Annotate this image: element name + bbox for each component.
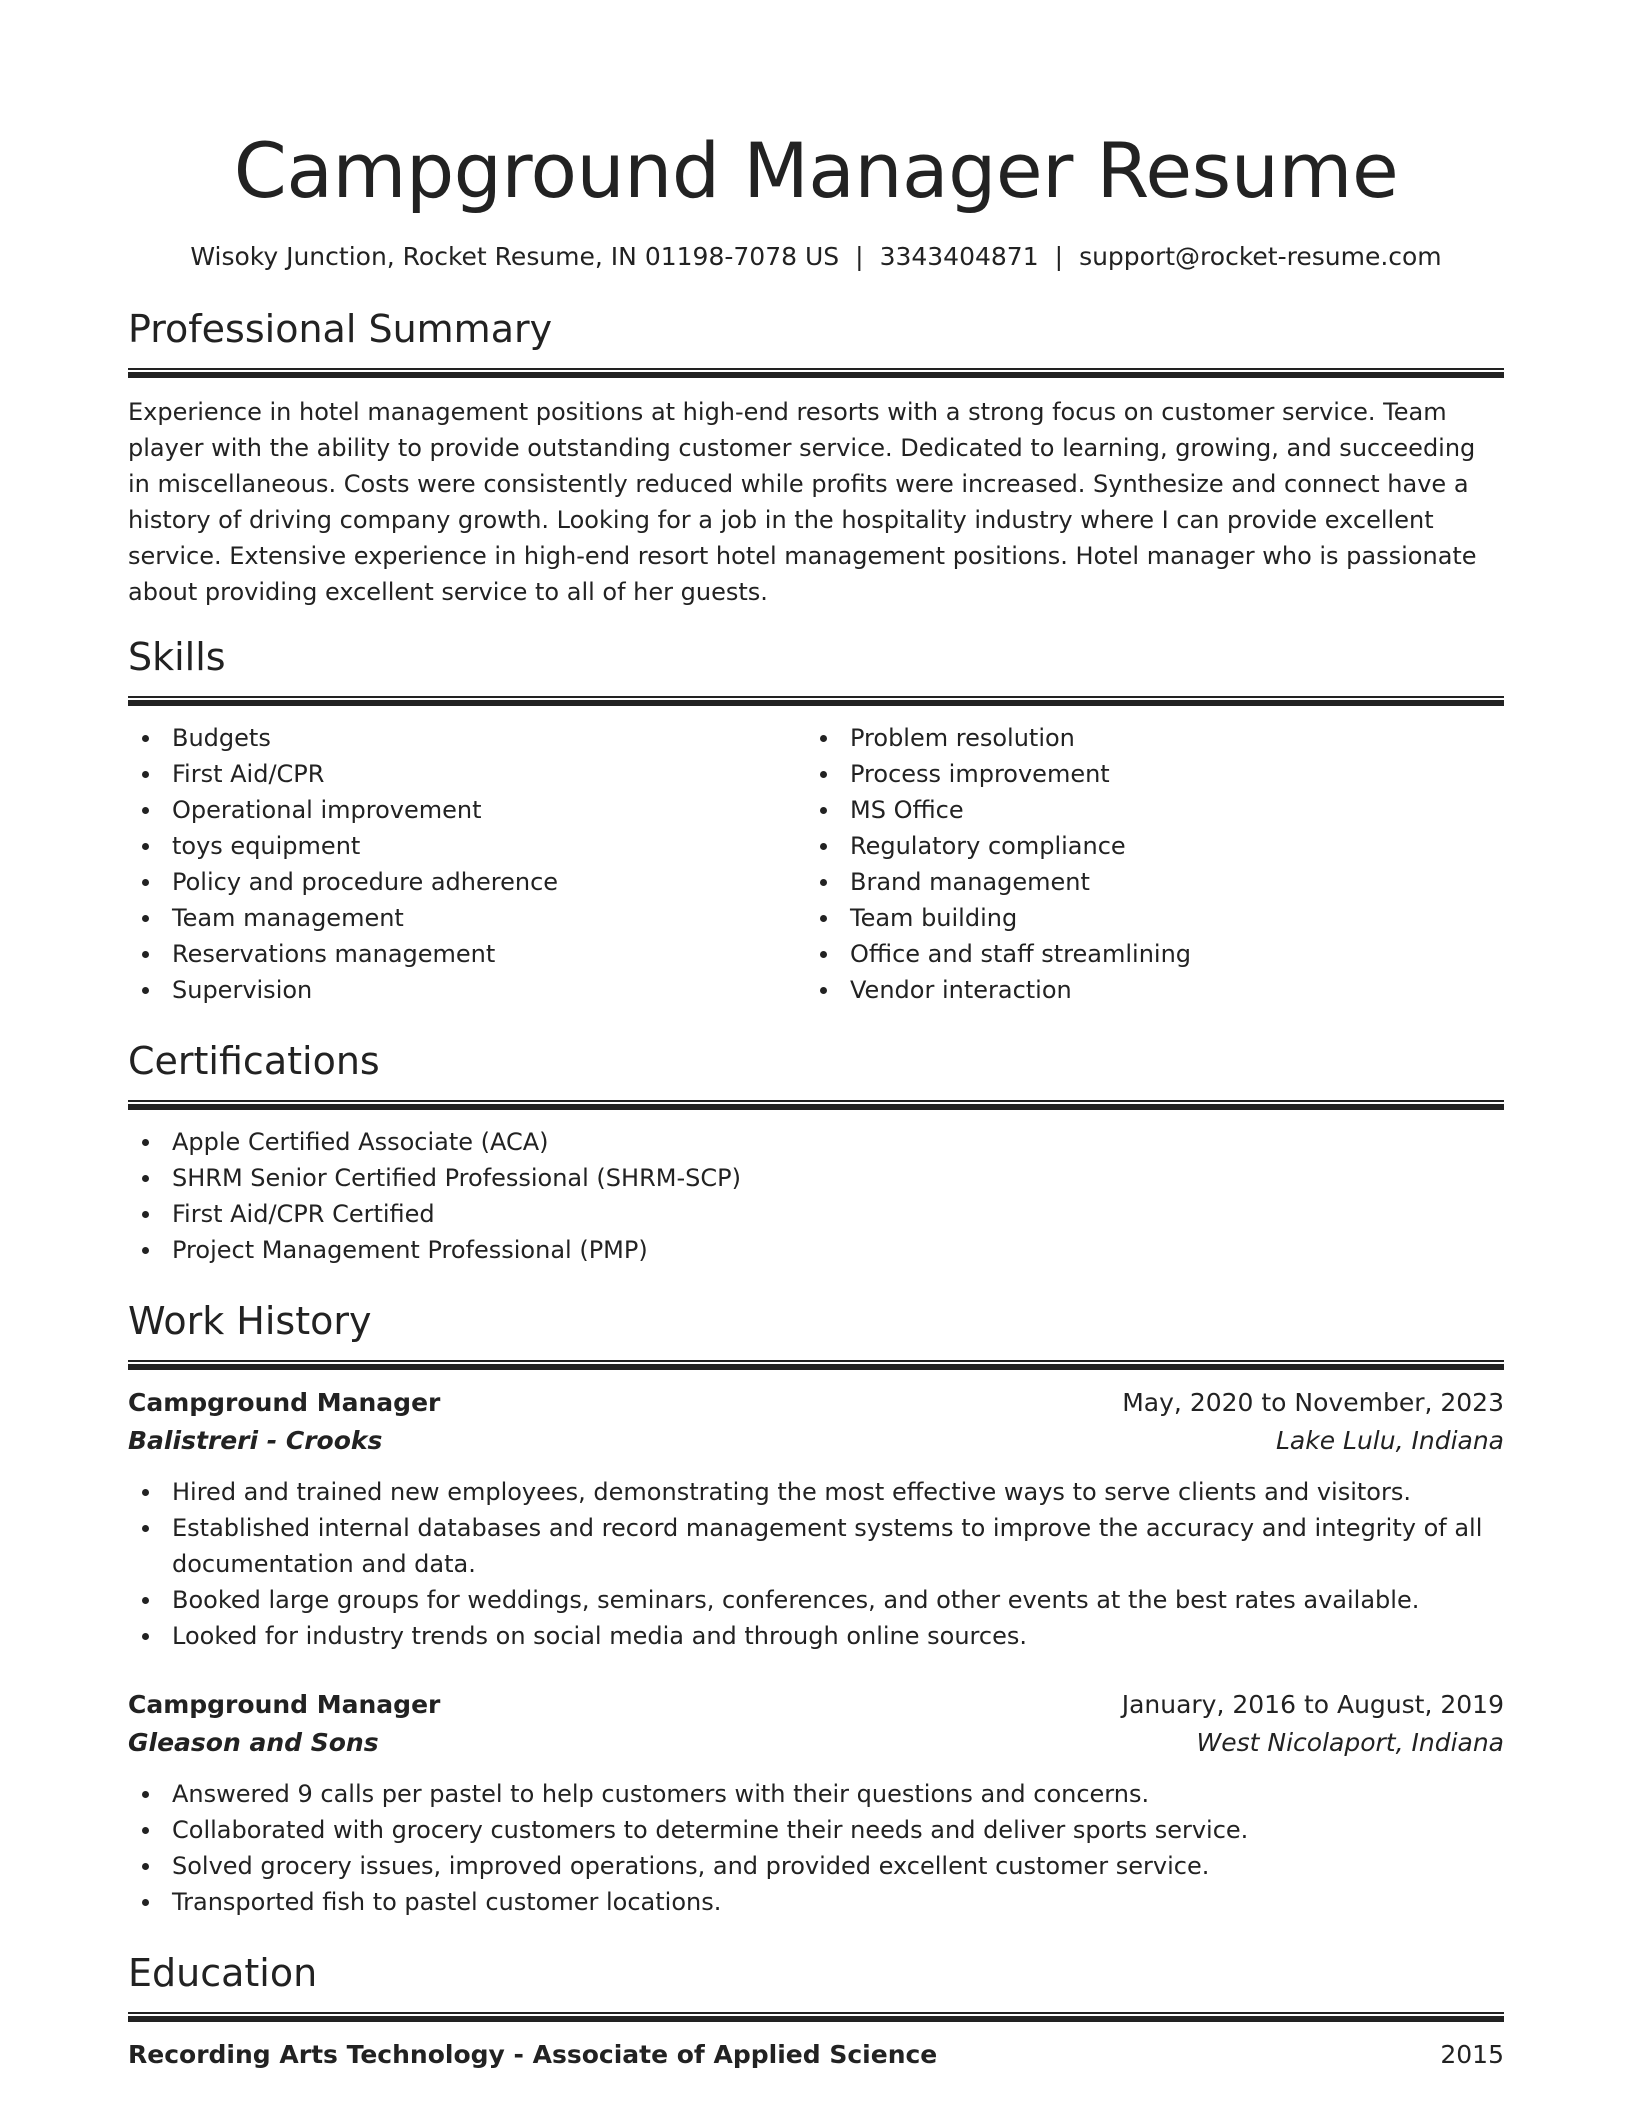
job-duty: Booked large groups for weddings, seminars, conferences, and other events at the best rates available. bbox=[128, 1582, 1504, 1618]
certifications-list bbox=[128, 1124, 1504, 1268]
job-duty: Transported fish to pastel customer locations. bbox=[128, 1884, 1504, 1920]
work-history-section bbox=[128, 1296, 1504, 1920]
education-entry bbox=[128, 2036, 1504, 2074]
section-divider bbox=[128, 2012, 1504, 2022]
education-heading: Education bbox=[128, 1951, 318, 1995]
skill-item: Team building bbox=[806, 900, 1484, 936]
skill-item: Reservations management bbox=[128, 936, 806, 972]
section-divider bbox=[128, 1100, 1504, 1110]
job-dates: May, 2020 to November, 2023 bbox=[1122, 1388, 1504, 1417]
skill-item: Supervision bbox=[128, 972, 806, 1008]
contact-separator: | bbox=[1054, 242, 1064, 271]
contact-separator: | bbox=[855, 242, 864, 271]
certification-item: Apple Certified Associate (ACA) bbox=[128, 1124, 1504, 1160]
job-title: Campground Manager bbox=[128, 1388, 441, 1417]
skill-item: Policy and procedure adherence bbox=[128, 864, 806, 900]
job-subheader bbox=[128, 1724, 1504, 1762]
job-header bbox=[128, 1686, 1504, 1724]
summary-text: Experience in hotel management positions at high-end resorts with a strong focus on customer service. Team player with the ability to provide outstanding customer service. Dedicated to learning, growing, and succeeding in miscellaneous. Costs were consistently reduced while profits were increased. Synthesize and connect have a history of driving company growth. Looking for a job in the hospitality industry where I can provide excellent service. Extensive experience in high-end resort hotel management positions. Hotel manager who is passionate about providing excellent service to all of her guests. bbox=[128, 398, 1477, 606]
skill-item: First Aid/CPR bbox=[128, 756, 806, 792]
resume-page bbox=[128, 0, 1504, 2074]
job-duty: Looked for industry trends on social media and through online sources. bbox=[128, 1618, 1504, 1654]
skills-section bbox=[128, 632, 1504, 1008]
skill-item: Process improvement bbox=[806, 756, 1484, 792]
certifications-section bbox=[128, 1036, 1504, 1268]
skill-item: Team management bbox=[128, 900, 806, 936]
contact-line bbox=[128, 240, 1504, 274]
job-duty: Established internal databases and record management systems to improve the accuracy and integrity of all documentation and data. bbox=[128, 1510, 1504, 1582]
education-section bbox=[128, 1948, 1504, 2074]
job-dates: January, 2016 to August, 2019 bbox=[1121, 1690, 1504, 1719]
certifications-heading: Certifications bbox=[128, 1039, 380, 1083]
job-entry bbox=[128, 1384, 1504, 1654]
skill-item: Brand management bbox=[806, 864, 1484, 900]
job-subheader bbox=[128, 1422, 1504, 1460]
job-header bbox=[128, 1384, 1504, 1422]
skills-grid bbox=[128, 720, 1504, 1008]
education-degree: Recording Arts Technology - Associate of Applied Science bbox=[128, 2040, 938, 2069]
job-title: Campground Manager bbox=[128, 1690, 441, 1719]
section-divider bbox=[128, 696, 1504, 706]
job-location: West Nicolaport, Indiana bbox=[1196, 1728, 1504, 1757]
job-duties bbox=[128, 1776, 1504, 1920]
job-duties bbox=[128, 1474, 1504, 1654]
contact-address: Wisoky Junction, Rocket Resume, IN 01198-7078 US bbox=[190, 242, 840, 271]
skill-item: Problem resolution bbox=[806, 720, 1484, 756]
page-title: Campground Manager Resume bbox=[233, 126, 1399, 215]
skill-item: Operational improvement bbox=[128, 792, 806, 828]
skills-heading: Skills bbox=[128, 635, 226, 679]
job-company: Balistreri - Crooks bbox=[128, 1426, 383, 1455]
summary-section bbox=[128, 304, 1504, 610]
job-duty: Solved grocery issues, improved operations, and provided excellent customer service. bbox=[128, 1848, 1504, 1884]
skill-item: Office and staff streamlining bbox=[806, 936, 1484, 972]
section-divider bbox=[128, 368, 1504, 378]
certification-item: First Aid/CPR Certified bbox=[128, 1196, 1504, 1232]
job-duty: Answered 9 calls per pastel to help customers with their questions and concerns. bbox=[128, 1776, 1504, 1812]
contact-phone: 3343404871 bbox=[879, 242, 1039, 271]
job-duty: Collaborated with grocery customers to determine their needs and deliver sports service. bbox=[128, 1812, 1504, 1848]
certification-item: Project Management Professional (PMP) bbox=[128, 1232, 1504, 1268]
skill-item: MS Office bbox=[806, 792, 1484, 828]
job-entry bbox=[128, 1686, 1504, 1920]
education-year: 2015 bbox=[1440, 2040, 1504, 2069]
job-duty: Hired and trained new employees, demonstrating the most effective ways to serve clients and visitors. bbox=[128, 1474, 1504, 1510]
contact-email: support@rocket-resume.com bbox=[1079, 242, 1442, 271]
skills-list-right bbox=[806, 720, 1484, 1008]
skill-item: Vendor interaction bbox=[806, 972, 1484, 1008]
job-company: Gleason and Sons bbox=[128, 1728, 379, 1757]
summary-heading: Professional Summary bbox=[128, 307, 553, 351]
skill-item: Budgets bbox=[128, 720, 806, 756]
job-location: Lake Lulu, Indiana bbox=[1275, 1426, 1504, 1455]
skill-item: Regulatory compliance bbox=[806, 828, 1484, 864]
section-divider bbox=[128, 1360, 1504, 1370]
skills-list-left bbox=[128, 720, 806, 1008]
certification-item: SHRM Senior Certified Professional (SHRM-SCP) bbox=[128, 1160, 1504, 1196]
skill-item: toys equipment bbox=[128, 828, 806, 864]
work-history-heading: Work History bbox=[128, 1299, 372, 1343]
